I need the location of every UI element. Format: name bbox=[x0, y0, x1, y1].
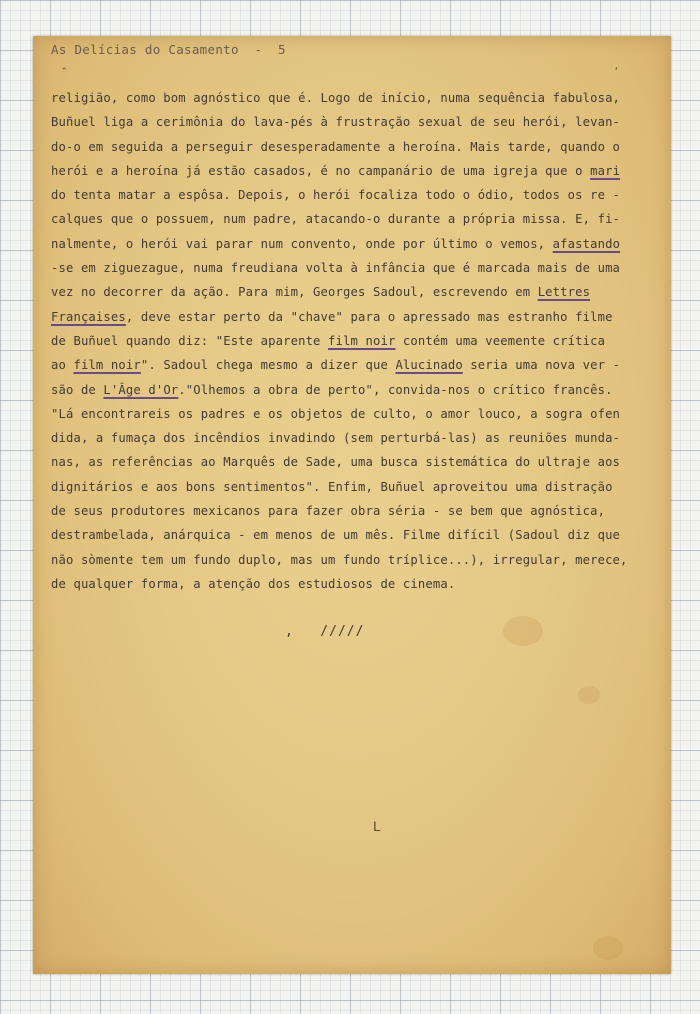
text-line bbox=[51, 499, 663, 523]
text-segment: ."Olhemos a obra de perto", convida-nos o crítico francês. bbox=[178, 382, 613, 397]
text-line bbox=[51, 183, 663, 207]
text-line bbox=[51, 475, 663, 499]
running-header: As Delícias do Casamento - 5 bbox=[51, 42, 286, 57]
text-segment: são de bbox=[51, 382, 104, 397]
underlined-text: mari bbox=[590, 163, 621, 178]
text-segment: dida, a fumaça dos incêndios invadindo (sem perturbá-las) as reuniões munda- bbox=[51, 431, 621, 446]
text-segment: seria uma nova ver - bbox=[462, 358, 621, 373]
text-line bbox=[51, 572, 663, 596]
text-segment: calques que o possuem, num padre, atacando-o durante a própria missa. E, fi- bbox=[51, 212, 621, 227]
text-segment: ao bbox=[51, 358, 74, 373]
underlined-text: Lettres bbox=[537, 285, 591, 300]
text-segment: contém uma veemente crítica bbox=[395, 333, 606, 348]
text-line bbox=[51, 426, 663, 450]
paper-sheet bbox=[33, 36, 671, 974]
text-line bbox=[51, 353, 663, 377]
text-line bbox=[51, 86, 663, 110]
paper-stain bbox=[578, 686, 600, 704]
text-segment: não sòmente tem um fundo duplo, mas um fundo tríplice...), irregular, merece, bbox=[51, 552, 628, 567]
underlined-text: Alucinado bbox=[395, 358, 463, 373]
text-line bbox=[51, 305, 663, 329]
text-segment: religião, como bom agnóstico que é. Logo de início, numa sequência fabulosa, bbox=[51, 91, 621, 105]
text-line bbox=[51, 159, 663, 183]
paper-stain bbox=[593, 936, 623, 960]
text-line bbox=[51, 523, 663, 547]
text-segment: , deve estar perto da "chave" para o apressado mas estranho filme bbox=[125, 309, 613, 324]
underlined-text: L'Âge d'Or bbox=[103, 382, 179, 397]
text-line bbox=[51, 402, 663, 426]
text-segment: ". Sadoul chega mesmo a dizer que bbox=[140, 358, 396, 373]
typed-body-text bbox=[51, 86, 663, 596]
underlined-text: afastando bbox=[552, 236, 621, 251]
text-segment: de seus produtores mexicanos para fazer obra séria - se bem que agnóstica, bbox=[51, 504, 606, 519]
text-segment: do tenta matar a espôsa. Depois, o herói focaliza todo o ódio, todos os re - bbox=[51, 188, 621, 203]
text-line bbox=[51, 280, 663, 304]
ink-mark: ˆ bbox=[61, 66, 68, 79]
text-line bbox=[51, 329, 663, 353]
underlined-text: Françaises bbox=[51, 309, 126, 324]
text-segment: dignitários e aos bons sentimentos". Enfim, Buñuel aproveitou uma distração bbox=[51, 479, 613, 494]
text-segment: vez no decorrer da ação. Para mim, Georges Sadoul, escrevendo em bbox=[51, 285, 538, 300]
text-segment: nas, as referências ao Marquês de Sade, uma busca sistemática do ultraje aos bbox=[51, 455, 621, 470]
text-line bbox=[51, 135, 663, 159]
text-segment: nalmente, o herói vai parar num convento, onde por último o vemos, bbox=[51, 236, 553, 251]
text-segment: herói e a heroína já estão casados, é no campanário de uma igreja que o bbox=[51, 163, 591, 178]
ink-mark: ᒪ bbox=[373, 820, 381, 835]
text-line bbox=[51, 207, 663, 231]
text-segment: de Buñuel quando diz: "Este aparente bbox=[51, 333, 329, 348]
underlined-text: film noir bbox=[73, 358, 141, 373]
text-line bbox=[51, 232, 663, 256]
text-line bbox=[51, 110, 663, 134]
text-segment: "Lá encontrareis os padres e os objetos de culto, o amor louco, a sogra ofen bbox=[51, 406, 621, 421]
paper-stain bbox=[503, 616, 543, 646]
end-mark: , ///// bbox=[285, 624, 365, 639]
text-segment: do-o em seguida a perseguir desesperadamente a heroína. Mais tarde, quando o bbox=[51, 139, 621, 154]
text-segment: -se em ziguezague, numa freudiana volta à infância que é marcada mais de uma bbox=[51, 261, 621, 276]
underlined-text: film noir bbox=[328, 333, 396, 348]
text-segment: Buñuel liga a cerimônia do lava-pés à frustração sexual de seu herói, levan- bbox=[51, 115, 621, 130]
text-segment: destrambelada, anárquica - em menos de um mês. Filme difícil (Sadoul diz que bbox=[51, 528, 621, 543]
text-line bbox=[51, 450, 663, 474]
text-line bbox=[51, 256, 663, 280]
text-line bbox=[51, 378, 663, 402]
ink-mark: ʹ bbox=[613, 66, 620, 79]
text-line bbox=[51, 548, 663, 572]
text-segment: de qualquer forma, a atenção dos estudiosos de cinema. bbox=[51, 576, 456, 591]
